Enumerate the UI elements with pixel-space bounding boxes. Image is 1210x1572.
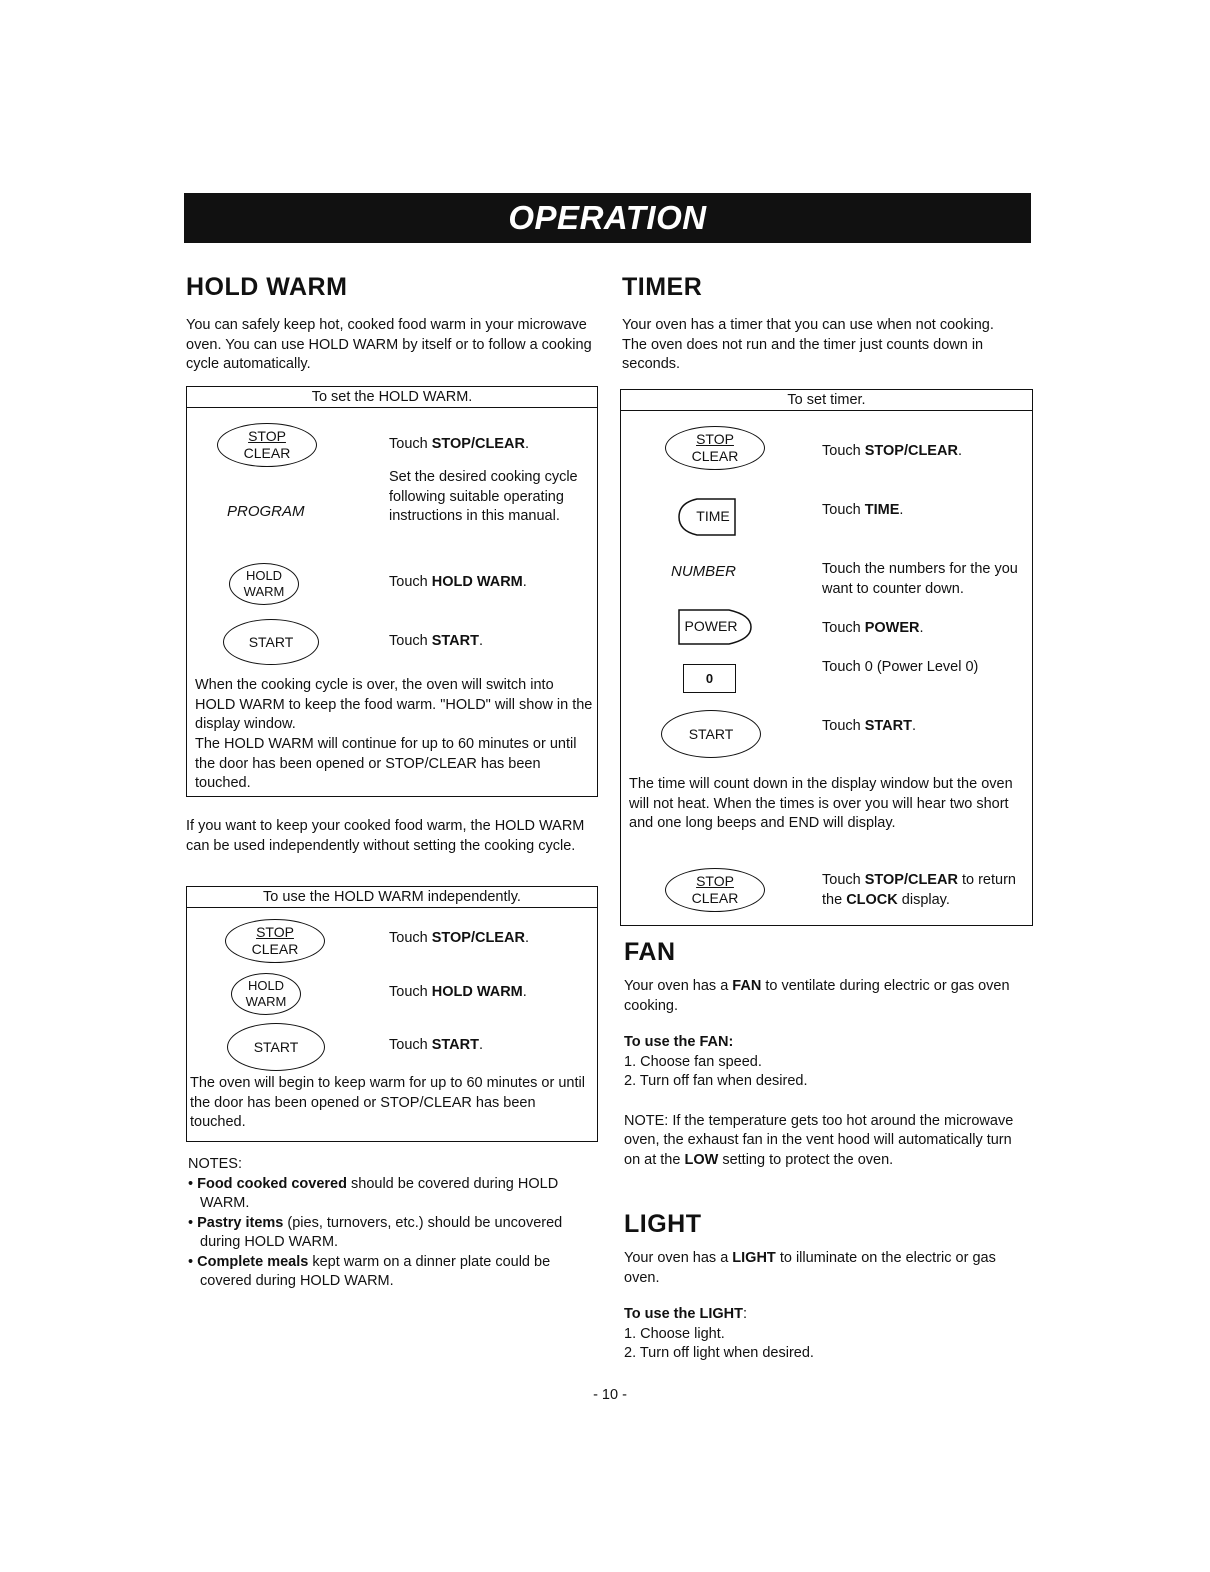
box-footer: When the cooking cycle is over, the oven will switch into HOLD WARM to keep the food warm. "HOLD" will show in the display window. [195,677,593,732]
hold-warm-independent-box [186,886,598,1142]
timer-title: TIMER [622,273,703,301]
fan-section [624,938,1029,1170]
start-icon: START [223,619,319,665]
hold-warm-section [186,273,596,375]
hold-warm-icon: HOLD WARM [231,973,301,1015]
step-return-clock: Touch STOP/CLEAR to return the CLOCK display. [822,872,1016,908]
light-title: LIGHT [624,1210,702,1238]
hold-warm-title: HOLD WARM [186,273,348,301]
box-title: To set timer. [621,390,1032,411]
start-icon: START [661,710,761,758]
fan-note: NOTE: If the temperature gets too hot around the microwave oven, the exhaust fan in the vent hood will automatically turn on at the LOW setting to protect the oven. [624,1112,1014,1168]
step-hold-warm: Touch HOLD WARM. [389,984,527,1000]
stop-clear-icon: STOP CLEAR [665,426,765,470]
step-hold-warm: Touch HOLD WARM. [389,574,527,590]
box-title: To set the HOLD WARM. [187,387,597,408]
program-label: PROGRAM [227,503,305,520]
box-footer: The time will count down in the display window but the oven will not heat. When the times is over you will hear two short and one long beeps and END will display. [629,776,1013,831]
light-section [624,1210,1029,1364]
step-stop-clear: Touch STOP/CLEAR. [822,443,962,459]
light-intro: Your oven has a LIGHT to illuminate on the electric or gas oven. [624,1250,996,1286]
box-footer: The oven will begin to keep warm for up to 60 minutes or until the door has been opened or STOP/CLEAR has been touched. [190,1075,585,1130]
fan-title: FAN [624,938,676,966]
hold-warm-icon: HOLD WARM [229,563,299,605]
timer-box [620,389,1033,926]
step-power: Touch POWER. [822,620,924,636]
fan-step: 2. Turn off fan when desired. [624,1073,808,1089]
step-time: Touch TIME. [822,502,904,518]
power-icon: POWER [677,609,753,645]
note-item: • Pastry items (pies, turnovers, etc.) should be uncovered during HOLD WARM. [188,1214,563,1250]
step-stop-clear: Touch STOP/CLEAR. [389,930,529,946]
number-label: NUMBER [671,563,737,580]
step-number: Touch the numbers for the you want to counter down. [822,561,1018,597]
box-footer-continued: The HOLD WARM will continue for up to 60 minutes or until the door has been opened or STOP/CLEAR has been touched. [195,736,577,791]
fan-intro: Your oven has a FAN to ventilate during electric or gas oven cooking. [624,978,1010,1014]
start-icon: START [227,1023,325,1071]
fan-step: 1. Choose fan speed. [624,1053,762,1070]
notes-title: NOTES: [188,1156,242,1172]
hold-warm-set-box [186,386,598,797]
fan-use-title: To use the FAN: [624,1034,734,1050]
step-stop-clear: Touch STOP/CLEAR. [389,436,529,452]
step-start: Touch START. [822,718,917,734]
step-start: Touch START. [389,1037,484,1053]
box-title: To use the HOLD WARM independently. [187,887,597,908]
step-start: Touch START. [389,633,484,649]
stop-clear-icon: STOP CLEAR [217,423,317,467]
note-item: • Complete meals kept warm on a dinner plate could be covered during HOLD WARM. [188,1253,551,1289]
note-item: • Food cooked covered should be covered during HOLD WARM. [188,1175,559,1211]
zero-key-icon: 0 [683,664,736,693]
stop-clear-icon: STOP CLEAR [225,919,325,963]
light-step: 2. Turn off light when desired. [624,1345,814,1361]
page-number: - 10 - [593,1387,627,1403]
hold-warm-intro: You can safely keep hot, cooked food warm in your microwave oven. You can use HOLD WARM by itself or to follow a cooking cycle automatically. [186,317,592,372]
timer-intro: Your oven has a timer that you can use when not cooking. The oven does not run and the timer just counts down in seconds. [622,317,994,372]
notes-section [188,1155,588,1292]
step-power-level: Touch 0 (Power Level 0) [822,659,979,675]
timer-section [622,273,1032,375]
operation-banner: OPERATION [184,193,1031,243]
hold-warm-independent-intro: If you want to keep your cooked food warm, the HOLD WARM can be used independently without setting the cooking cycle. [186,818,585,854]
time-icon: TIME [677,498,739,536]
light-step: 1. Choose light. [624,1325,725,1342]
stop-clear-icon: STOP CLEAR [665,868,765,912]
step-program: Set the desired cooking cycle following suitable operating instructions in this manual. [389,469,578,524]
light-use-title: To use the LIGHT: [624,1306,747,1322]
